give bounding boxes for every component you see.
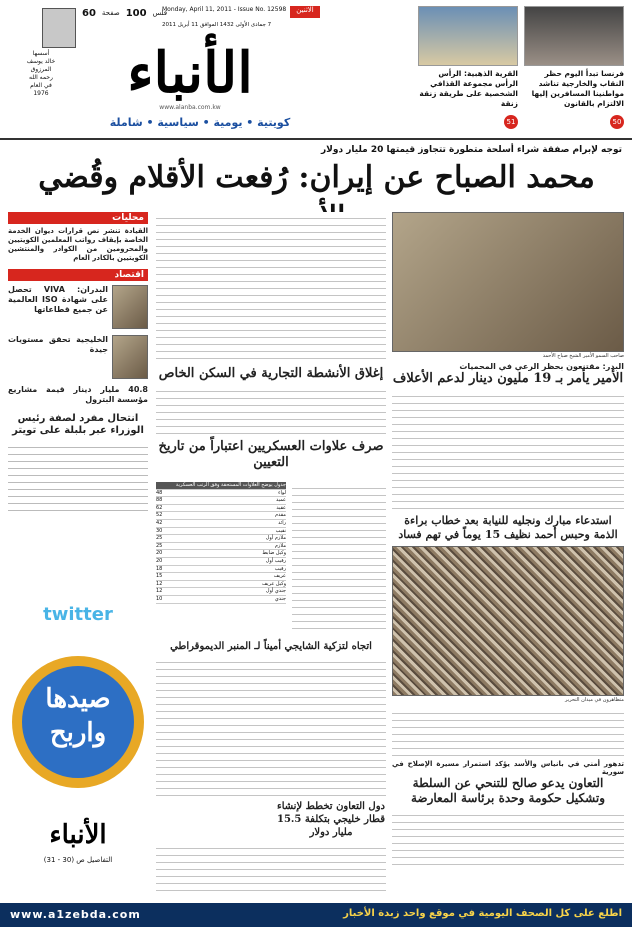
investment-title[interactable]: انتحال مفرد لصفة رئيس الوزراء عبر بلبلة على تويتر [12, 413, 144, 436]
crowd-photo [392, 546, 624, 696]
table-row: عقيد 62 [156, 504, 286, 511]
tagline: كويتية • يومية • سياسية • شاملة [109, 116, 291, 129]
saleh-kicker: تدهور أمني في بانياس والأسد يؤكد استمرار مسيرة الإصلاح في سورية [392, 760, 624, 776]
commercial-title[interactable]: إغلاق الأنشطة التجارية في السكن الخاص [158, 366, 384, 381]
billion-title[interactable]: 40.8 مليار دينار قيمة مشاريع مؤسسة البترول [8, 385, 148, 404]
teaser-title: القرية الذهبية: الرأس الرأس مجموعة القذافي الشخصية على طريقة زنقة زنقة [419, 69, 518, 108]
amir-caption: صاحب السمو الأمير الشيخ صباح الأحمد [542, 353, 624, 359]
pages-label: صفحة [101, 9, 120, 17]
local-brief[interactable]: القيادة تنشر نص قرارات ديوان الخدمة الخاصة بإيقاف رواتب المعلمين الكويتيين والمحرومين من الكوادر والمنتشين الكويتيين بالكادر العام [8, 227, 148, 262]
amir-title[interactable]: الأمير يأمر بـ 19 مليون دينار لدعم الأعلاف [392, 371, 624, 386]
left-column [8, 212, 148, 513]
amir-body [392, 390, 624, 510]
investment-body [8, 441, 148, 513]
footer-banner[interactable] [0, 903, 632, 927]
table-row: ملازم أول 25 [156, 535, 286, 542]
promo-logo: الأنباء [49, 820, 107, 850]
table-row: رائد 42 [156, 519, 286, 526]
table-row: وكيل عريف 12 [156, 580, 286, 587]
middle-column [156, 212, 386, 471]
price-value: 100 [125, 7, 147, 19]
military-body [292, 482, 386, 632]
table-row: ملازم 25 [156, 542, 286, 549]
rail-title[interactable]: دول التعاون تخطط لإنشاء قطار خليجي بتكلفة 15.5 مليار دولار [276, 801, 386, 838]
promo-text [8, 682, 148, 750]
saleh-body [392, 809, 624, 869]
amir-photo [392, 212, 624, 352]
table-row: رقيب 18 [156, 565, 286, 572]
viva-photo [112, 285, 148, 329]
table-row: لواء 48 [156, 489, 286, 496]
promo-line1: صيدها [45, 684, 111, 714]
gulf-title: الخليجية تحقق مستويات جيدة [8, 335, 108, 354]
table-row: جندي أول 12 [156, 588, 286, 595]
table-row: مقدم 52 [156, 512, 286, 519]
lead-kicker: توجه لإبرام صفقة شراء أسلحة متطورة تتجاوز قيمتها 20 مليار دولار [320, 145, 622, 155]
issue-date: Monday, April 11, 2011 - Issue No. 12598 [162, 6, 287, 13]
table-row: عريف 15 [156, 573, 286, 580]
viva-title: البدران: VIVA تحصل على شهادة ISO العالمية عن جميع قطاعاتها [8, 285, 109, 314]
military-table [156, 482, 286, 604]
footer-slogan: اطلع على كل الصحف اليومية في موقع واحد زبدة الأخبار [343, 908, 622, 919]
mubarak-title[interactable]: استدعاء مبارك ونجليه للنيابة بعد خطاب براءة الذمة وحبس أحمد نظيف 15 يوماً في تهم فساد [398, 514, 618, 541]
teaser-qaddafi[interactable] [418, 6, 518, 126]
teaser-title: فرنسا تبدأ اليوم حظر النقاب والخارجية تناشد مواطنينا المسافرين إليها الالتزام بالقانون [531, 69, 624, 108]
promo-box[interactable] [8, 642, 148, 904]
founder-text: أسسها خالد يوسف المرزوق رحمه الله في العام 1976 [26, 50, 56, 97]
table-row: رقيب أول 20 [156, 557, 286, 564]
table-row: جندي 10 [156, 595, 286, 602]
lead-body [156, 212, 386, 362]
shiite-title[interactable]: اتجاه لتزكية الشايجي أميناً لـ المنبر الديموقراطي [170, 641, 372, 652]
section-local[interactable]: محليات [8, 212, 148, 224]
lead-headline[interactable]: محمد الصباح عن إيران: رُفعت الأقلام وقُضي [38, 160, 595, 195]
founder-photo [42, 8, 76, 48]
crowd-caption: متظاهرون في ميدان التحرير [564, 697, 624, 703]
founder-box [6, 8, 76, 108]
commercial-body [156, 385, 386, 435]
mubarak-body [392, 707, 624, 757]
teaser-page-badge: 51 [504, 115, 518, 129]
newspaper-logo[interactable]: الأنباء [127, 40, 253, 106]
table-row: نقيب 30 [156, 527, 286, 534]
twitter-logo[interactable]: twitter [43, 604, 113, 625]
price-label: فلس [152, 9, 168, 17]
rail-body [156, 842, 386, 892]
teaser-image [524, 6, 624, 66]
teaser-image [418, 6, 518, 66]
military-title[interactable]: صرف علاوات العسكريين اعتباراً من تاريخ التعيين [158, 439, 384, 470]
gulf-story[interactable] [8, 335, 148, 379]
shiite-body [156, 656, 386, 796]
amir-kicker: البدر: مقتنعون بحظر الرعي في المحميات [459, 362, 624, 371]
hijri-date: 7 جمادى الأولى 1432 الموافق 11 أبريل 2011 [162, 22, 272, 28]
footer-url[interactable]: www.a1zebda.com [10, 908, 141, 921]
day-name: الاثنين [290, 6, 320, 18]
table-row: عميد 88 [156, 497, 286, 504]
teaser-page-badge: 50 [610, 115, 624, 129]
pages-value: 60 [82, 7, 96, 19]
website-link[interactable]: www.alanba.com.kw [159, 104, 221, 111]
promo-line2: واربح [49, 718, 107, 748]
saleh-title[interactable]: التعاون يدعو صالح للتنحي عن السلطة وتشكيل حكومة وحدة برئاسة المعارضة [410, 776, 606, 805]
price-bar [82, 6, 168, 20]
section-economy[interactable]: اقتصاد [8, 269, 148, 281]
table-header: جدول يوضح العلاوات المستحقة وفق الرتب العسكرية [156, 482, 286, 490]
right-column [392, 212, 624, 869]
teaser-niqab[interactable] [524, 6, 624, 126]
masthead [0, 0, 632, 140]
promo-details: التفاصيل ص (30 - 31) [43, 856, 113, 864]
gulf-photo [112, 335, 148, 379]
middle-lower [156, 640, 386, 892]
table-row: وكيل ضابط 20 [156, 550, 286, 557]
viva-story[interactable] [8, 285, 148, 329]
